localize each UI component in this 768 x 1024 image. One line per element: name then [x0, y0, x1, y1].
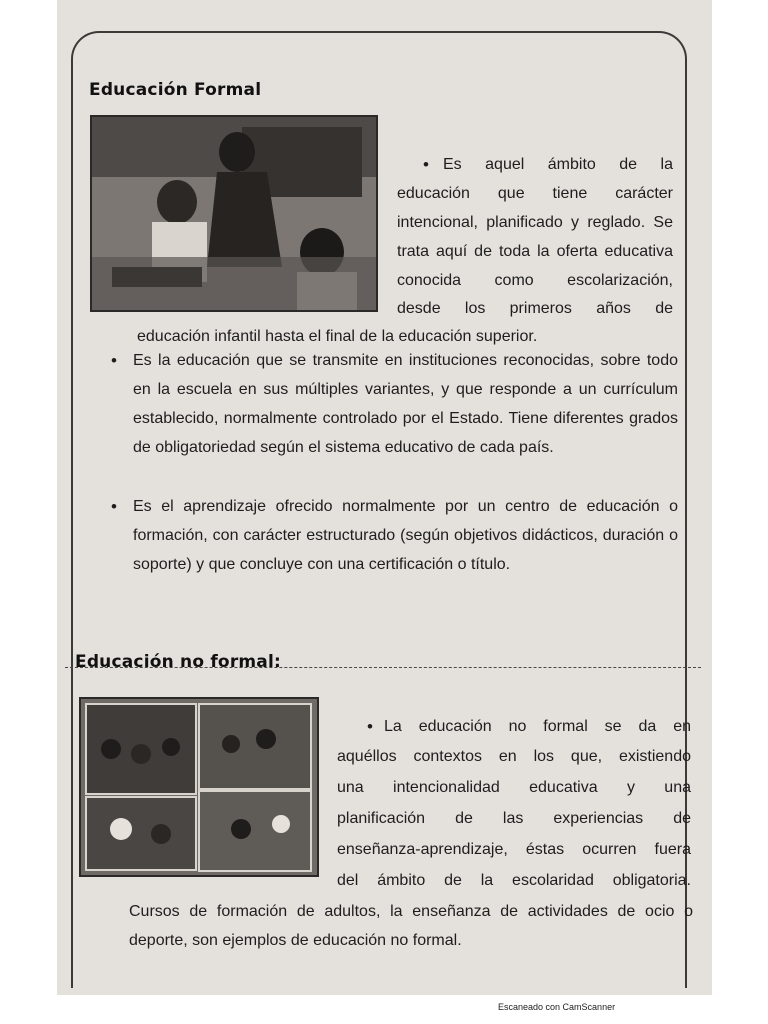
bullet-marker: •: [367, 717, 373, 736]
scanned-page: [57, 0, 712, 995]
heading-educacion-formal: Educación Formal: [89, 80, 262, 100]
no-formal-lead-line-1: La educación no formal se da en: [384, 718, 691, 735]
formal-lead-line-2: educación que tiene carácter: [397, 185, 673, 202]
formal-lead-line-6: desde los primeros años de: [397, 300, 673, 317]
formal-bullet-1: Es la educación que se transmite en instituciones reconocidas, sobre todo en la escuela en sus múltiples variantes, y que responde a un currículum establecido, normalmente controlado por el Estado. Tiene diferentes grados de obligatoriedad según el sistema educativo de cada país.: [133, 352, 678, 456]
group-collage-photo: [79, 697, 319, 877]
section-divider: [65, 667, 701, 668]
classroom-photo: [90, 115, 378, 312]
bullet-marker: •: [111, 351, 117, 370]
no-formal-lead-line-2: aquéllos contextos en los que, existiendo: [337, 748, 691, 765]
formal-bullet-2: Es el aprendizaje ofrecido normalmente por un centro de educación o formación, con carácter estructurado (según objetivos didácticos, duración o soporte) y que concluye con una certificación o título.: [133, 498, 678, 573]
bullet-marker: •: [111, 497, 117, 516]
no-formal-lead-line-3: una intencionalidad educativa y una: [337, 779, 691, 796]
scanner-watermark: Escaneado con CamScanner: [498, 1002, 616, 1012]
formal-lead-tail: educación infantil hasta el final de la educación superior.: [137, 328, 538, 345]
formal-lead-line-5: conocida como escolarización,: [397, 272, 673, 289]
formal-lead-line-4: trata aquí de toda la oferta educativa: [397, 243, 673, 260]
no-formal-tail: Cursos de formación de adultos, la enseñanza de actividades de ocio o deporte, son ejemplos de educación no formal.: [129, 903, 693, 949]
group-collage-illustration: [81, 699, 317, 875]
no-formal-lead-line-5: enseñanza-aprendizaje, éstas ocurren fuera: [337, 841, 691, 858]
formal-lead-line-1: Es aquel ámbito de la: [443, 156, 673, 173]
formal-lead-line-3: intencional, planificado y reglado. Se: [397, 214, 673, 231]
heading-educacion-no-formal: Educación no formal:: [75, 652, 282, 672]
no-formal-lead-line-6: del ámbito de la escolaridad obligatoria.: [337, 872, 691, 889]
no-formal-lead-line-4: planificación de las experiencias de: [337, 810, 691, 827]
bullet-marker: •: [423, 155, 429, 174]
classroom-photo-illustration: [92, 117, 376, 310]
